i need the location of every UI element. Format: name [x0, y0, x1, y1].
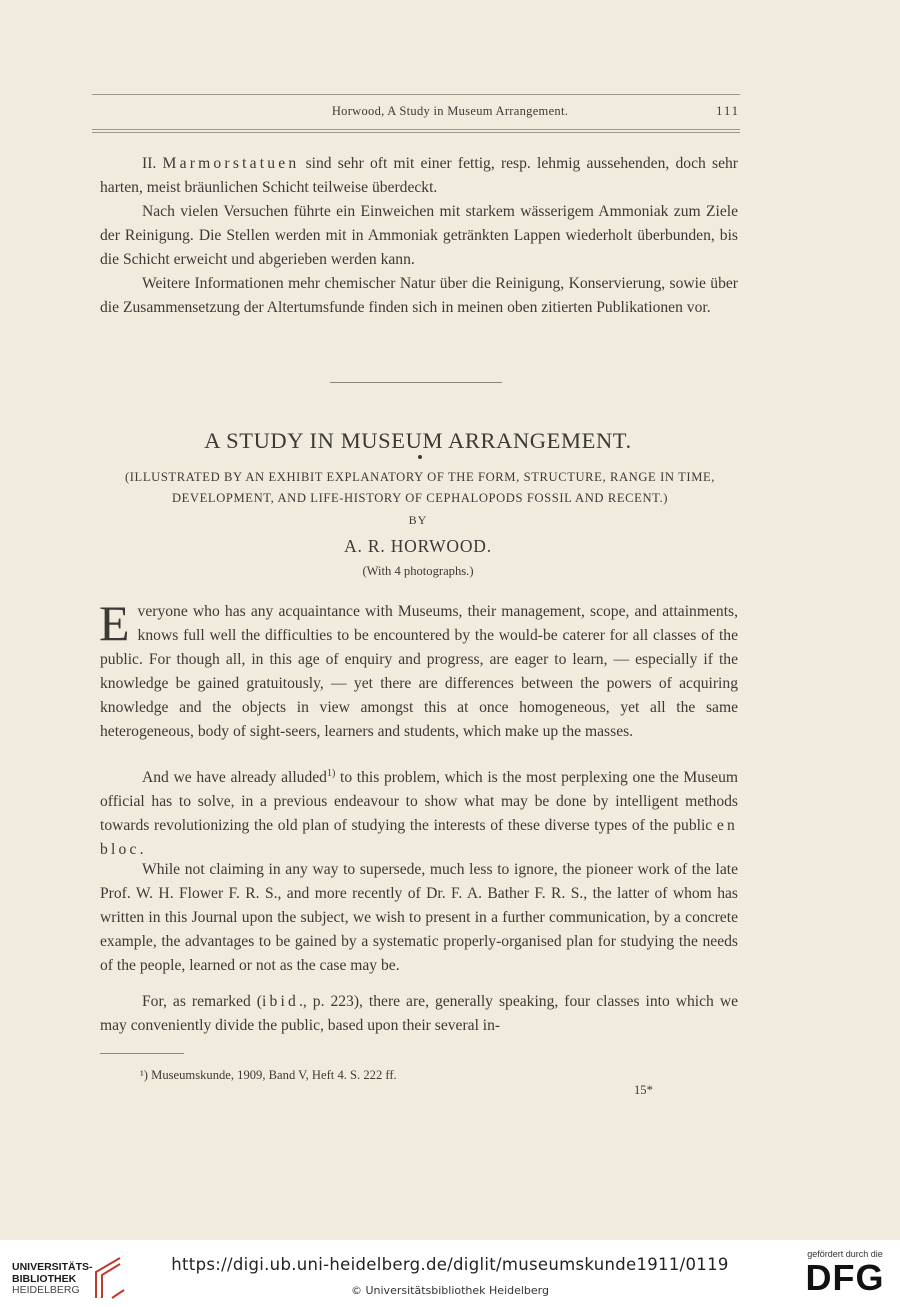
- article-p4-a: For, as remarked (: [142, 993, 262, 1010]
- article-p2-spaced: en bloc: [100, 817, 738, 859]
- article-title: A STUDY IN MUSEUM ARRANGEMENT.: [204, 428, 632, 453]
- article-author: A. R. HORWOOD.: [344, 536, 492, 556]
- german-paragraph-2: Nach vielen Versuchen führte ein Einweichen mit starkem wässerigem Ammoniak zum Ziele der Reinigung. Die Stellen werden mit in Ammoniak getränkten Lappen wiederholt überbunden, bis die Schicht erweicht und abgerieben werden kann.: [100, 203, 738, 269]
- header-rule-bottom: [92, 129, 740, 130]
- article-p4-b: ., p. 223), there are, generally speaking, four classes into which we may conveniently divide the public, based upon their several in-: [100, 993, 738, 1035]
- article-paragraph-2: [100, 762, 738, 863]
- photos-note: (With 4 photographs.): [362, 564, 474, 578]
- footnote: ¹) Museumskunde, 1909, Band V, Heft 4. S. 222 ff.: [140, 1068, 397, 1082]
- copyright-text: © Universitätsbibliothek Heidelberg: [350, 1284, 549, 1297]
- logo-line-1: UNIVERSITÄTS-: [12, 1261, 93, 1273]
- signature-mark: 15*: [634, 1083, 653, 1097]
- title-ornament-dot: [418, 455, 422, 459]
- german-paragraph-3: Weitere Informationen mehr chemischer Natur über die Reinigung, Konservierung, sowie über die Zusammensetzung der Altertumsfunde finden sich in meinen oben zitierten Publikationen vor.: [100, 275, 738, 317]
- dfg-logo[interactable]: DFG: [805, 1257, 885, 1298]
- footnote-ref: 1): [326, 768, 336, 779]
- section-separator: [330, 382, 502, 383]
- byline-by: BY: [408, 513, 428, 527]
- page-number: 111: [716, 104, 740, 118]
- article-paragraph-4: [100, 990, 738, 1038]
- article-paragraph-3: While not claiming in any way to supersede, much less to ignore, the pioneer work of the late Prof. W. H. Flower F. R. S., and more recently of Dr. F. A. Bather F. R. S., the latter of whom has written in this Journal upon the subject, we wish to present in a further communication, by a concrete example, the advantages to be gained by a systematic properly-organised plan for studying the needs of the people, learned or not as the case may be.: [100, 861, 738, 975]
- article-p1-text: veryone who has any acquaintance with Museums, their management, scope, and attainments, knows full well the difficulties to be encountered by the would-be caterer for all classes of the public. For though all, in this age of enquiry and progress, are eager to learn, — especially if the knowledge be gained gratuitously, — yet there are differences between the powers of acquiring knowledge and the objects in view amongst this at once homogeneous, yet all the same heterogeneous, body of sight-seers, learners and students, which make up the masses.: [100, 603, 738, 741]
- header-rule-bottom-2: [92, 132, 740, 133]
- permalink-url[interactable]: https://digi.ub.uni-heidelberg.de/diglit/museumskunde1911/0119: [171, 1255, 729, 1274]
- article-subtitle: (ILLUSTRATED BY AN EXHIBIT EXPLANATORY OF THE FORM, STRUCTURE, RANGE IN TIME, DEVELOPMENT, AND LIFE-HISTORY OF CEPHALOPODS FOSSIL AND RECENT.): [124, 470, 716, 505]
- header-rule-top: [92, 94, 740, 95]
- article-p2-b: to this problem, which is the most perplexing one the Museum official has to solve, in a previous endeavour to show what may be done by intelligent methods towards revolutionizing the old plan of studying the interests of these diverse types of the public: [100, 769, 738, 835]
- german-p1-spaced: Marmorstatuen: [162, 155, 300, 172]
- article-p2-a: And we have already alluded: [142, 769, 327, 787]
- german-p1-numeral: II.: [142, 155, 157, 172]
- german-paragraph-1: [100, 152, 738, 200]
- drop-cap: E: [99, 595, 130, 651]
- article-p4-spaced: ibid: [261, 993, 299, 1010]
- logo-line-3: HEIDELBERG: [12, 1284, 80, 1296]
- footnote-rule: [100, 1053, 184, 1054]
- german-p1-rest: sind sehr oft mit einer fettig, resp. lehmig aussehenden, doch sehr harten, meist bräunlichen Schicht teilweise überdeckt.: [100, 155, 738, 197]
- article-p2-end: .: [139, 841, 144, 859]
- running-head: Horwood, A Study in Museum Arrangement.: [331, 104, 569, 118]
- logo-line-2: BIBLIOTHEK: [12, 1272, 77, 1285]
- dfg-funded-label: gefördert durch die: [807, 1249, 883, 1259]
- article-paragraph-1: [99, 595, 738, 745]
